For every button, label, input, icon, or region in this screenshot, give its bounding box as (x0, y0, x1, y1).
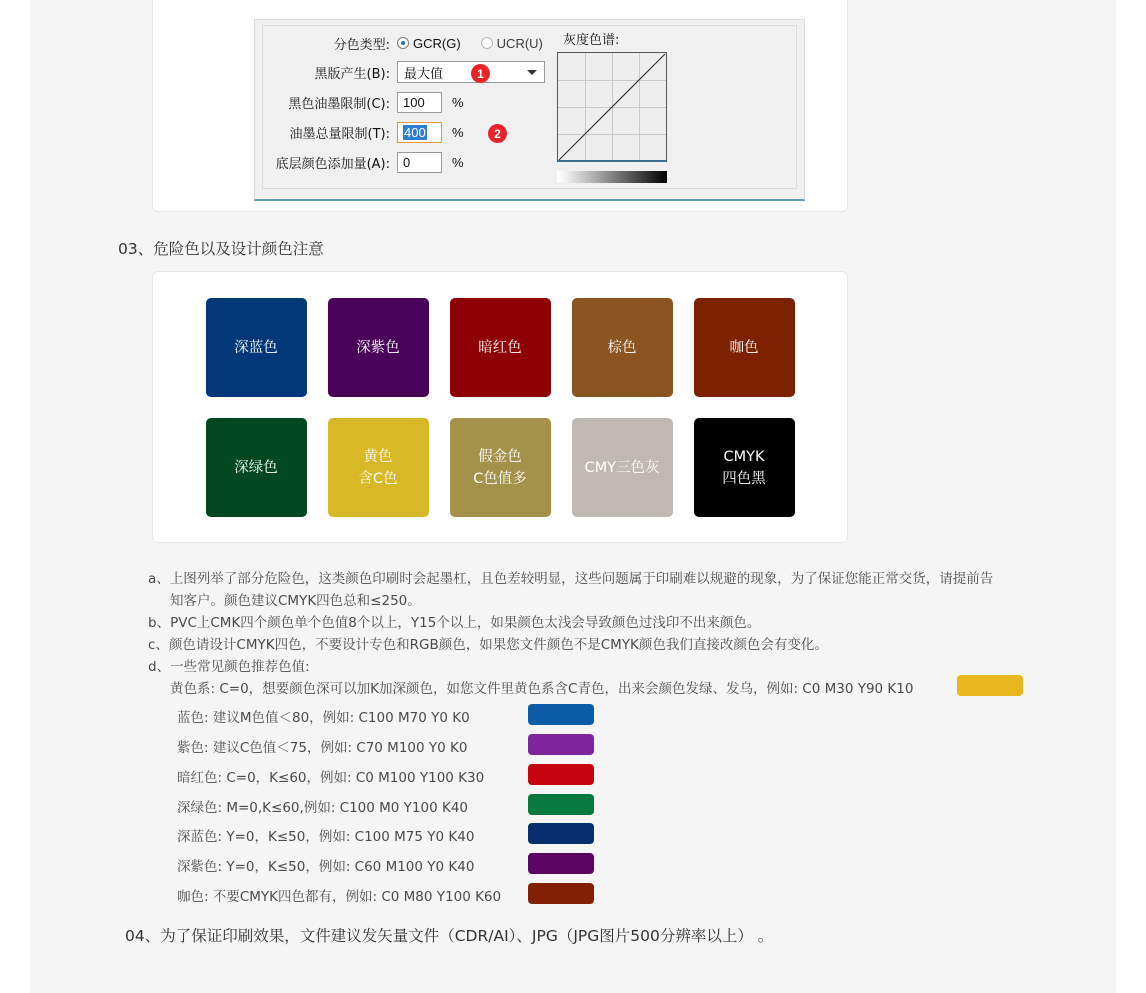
note-marker: a、 (148, 571, 170, 587)
recommendation-row (177, 854, 474, 876)
color-swatch-label: CMYK (723, 448, 765, 465)
color-swatch-label: 深紫色 (356, 339, 400, 356)
recommendation-color-chip (957, 675, 1023, 696)
radio-gcr-label: GCR(G) (413, 35, 461, 51)
recommendation-row (177, 765, 484, 787)
color-swatch-label: 暗红色 (478, 339, 522, 356)
radio-ucr[interactable] (481, 36, 543, 51)
total-ink-limit-row (263, 121, 593, 143)
uca-amount-row (263, 151, 593, 173)
color-swatch (328, 298, 429, 397)
note-line (170, 589, 421, 609)
photoshop-cmyk-dialog (254, 19, 805, 201)
uca-amount-label: 底层颜色添加量(A): (275, 156, 390, 172)
color-swatch-label: 深蓝色 (234, 339, 278, 356)
black-generation-value: 最大值 (404, 65, 444, 81)
note-line (148, 655, 310, 675)
note-marker: b、 (148, 615, 171, 631)
color-swatch-label: 黄色 (363, 448, 393, 465)
color-swatch (572, 298, 673, 397)
black-ink-limit-row (263, 91, 593, 113)
uca-amount-value: 0 (403, 154, 411, 170)
radio-ucr-icon[interactable] (481, 37, 493, 49)
recommendation-text: 咖色: 不要CMYK四色都有，例如: C0 M80 Y100 K60 (177, 889, 502, 905)
recommendation-color-chip (528, 794, 594, 815)
color-swatch-label: 深绿色 (234, 459, 278, 476)
color-swatch (450, 298, 551, 397)
black-ink-limit-label: 黑色油墨限制(C): (288, 96, 390, 112)
radio-gcr-icon[interactable] (397, 37, 409, 49)
black-ink-limit-input[interactable] (397, 92, 442, 113)
color-swatch-label: 咖色 (729, 339, 759, 356)
recommendation-color-chip (528, 734, 594, 755)
color-swatch (694, 418, 795, 517)
black-ink-limit-percent: % (452, 94, 464, 110)
grayscale-gradient-bar (557, 171, 667, 183)
page-title-section-04: 04、为了保证印刷效果，文件建议发矢量文件（CDR/AI）、JPG（JPG图片500分辨率以上） 。 (125, 927, 774, 945)
total-ink-limit-value: 400 (404, 124, 426, 140)
recommendation-color-chip (528, 764, 594, 785)
separation-type-row (263, 32, 573, 54)
separation-type-label: 分色类型: (333, 37, 390, 53)
note-line (148, 633, 828, 653)
chevron-down-icon[interactable] (527, 70, 537, 75)
color-swatch-label: CMY三色灰 (584, 459, 660, 476)
recommendation-row (177, 705, 470, 727)
note-text: 上图列举了部分危险色，这类颜色印刷时会起墨杠，且色差较明显，这些问题属于印刷难以规避的现象，为了保证您能正常交货，请提前告 (169, 571, 994, 587)
recommendation-color-chip (528, 883, 594, 904)
annotation-badge-2: 2 (488, 124, 507, 143)
color-swatch-label: 棕色 (607, 339, 637, 356)
recommendation-row (170, 676, 913, 698)
annotation-badge-1: 1 (471, 64, 490, 83)
color-swatch (328, 418, 429, 517)
recommendation-row (177, 735, 467, 757)
note-marker: d、 (148, 659, 171, 675)
note-text: 一些常见颜色推荐色值: (170, 659, 310, 675)
recommendation-color-chip (528, 704, 594, 725)
page-title-section-03: 03、危险色以及设计颜色注意 (118, 240, 324, 258)
swatch-row-1 (153, 298, 847, 397)
total-ink-limit-percent: % (452, 124, 464, 140)
gray-ramp-curve (558, 53, 666, 161)
recommendation-row (177, 824, 474, 846)
black-generation-label: 黑版产生(B): (314, 66, 390, 82)
color-swatch (694, 298, 795, 397)
radio-ucr-label: UCR(U) (496, 35, 543, 51)
danger-colors-card (152, 271, 848, 543)
content-area (30, 0, 1116, 993)
color-swatch-sublabel: C色值多 (473, 470, 527, 487)
note-text: 知客户。颜色建议CMYK四色总和≤250。 (170, 593, 421, 609)
recommendation-text: 深蓝色: Y=0，K≤50，例如: C100 M75 Y0 K40 (177, 829, 475, 845)
recommendation-color-chip (528, 823, 594, 844)
uca-amount-input[interactable] (397, 152, 442, 173)
color-swatch (450, 418, 551, 517)
black-generation-row (263, 61, 593, 83)
note-text: 颜色请设计CMYK四色，不要设计专色和RGB颜色，如果您文件颜色不是CMYK颜色我们直接改颜色会有变化。 (168, 637, 828, 653)
recommendation-text: 蓝色: 建议M色值＜80，例如: C100 M70 Y0 K0 (177, 710, 470, 726)
swatch-row-2 (153, 418, 847, 517)
recommendation-row (177, 884, 501, 906)
total-ink-limit-label: 油墨总量限制(T): (289, 126, 390, 142)
recommendation-text: 深绿色: M=0,K≤60,例如: C100 M0 Y100 K40 (177, 800, 469, 816)
note-line (148, 567, 993, 587)
recommendation-text: 黄色系: C=0，想要颜色深可以加K加深颜色，如您文件里黄色系含C青色，出来会颜色发绿、发乌，例如: C0 M30 Y90 K10 (170, 681, 914, 697)
gray-ramp-graph (557, 52, 667, 162)
color-swatch (206, 418, 307, 517)
color-swatch (206, 298, 307, 397)
dialog-inner-panel (262, 25, 797, 189)
color-swatch-sublabel: 含C色 (358, 470, 398, 487)
gray-ramp-title: 灰度色谱: (563, 33, 620, 48)
black-ink-limit-value: 100 (403, 94, 425, 110)
color-swatch (572, 418, 673, 517)
color-swatch-sublabel: 四色黑 (722, 470, 766, 487)
radio-gcr[interactable] (397, 36, 461, 51)
note-marker: c、 (148, 637, 169, 653)
note-text: PVC上CMK四个颜色单个色值8个以上，Y15个以上，如果颜色太浅会导致颜色过浅印不出来颜色。 (170, 615, 761, 631)
cmyk-settings-card (152, 0, 848, 212)
note-line (148, 611, 760, 631)
recommendation-text: 暗红色: C=0，K≤60，例如: C0 M100 Y100 K30 (177, 770, 485, 786)
recommendation-text: 紫色: 建议C色值＜75，例如: C70 M100 Y0 K0 (177, 740, 468, 756)
color-swatch-label: 假金色 (478, 448, 522, 465)
uca-amount-percent: % (452, 154, 464, 170)
recommendation-row (177, 795, 468, 817)
recommendation-color-chip (528, 853, 594, 874)
total-ink-limit-input[interactable] (397, 122, 442, 143)
recommendation-text: 深紫色: Y=0，K≤50，例如: C60 M100 Y0 K40 (177, 859, 475, 875)
